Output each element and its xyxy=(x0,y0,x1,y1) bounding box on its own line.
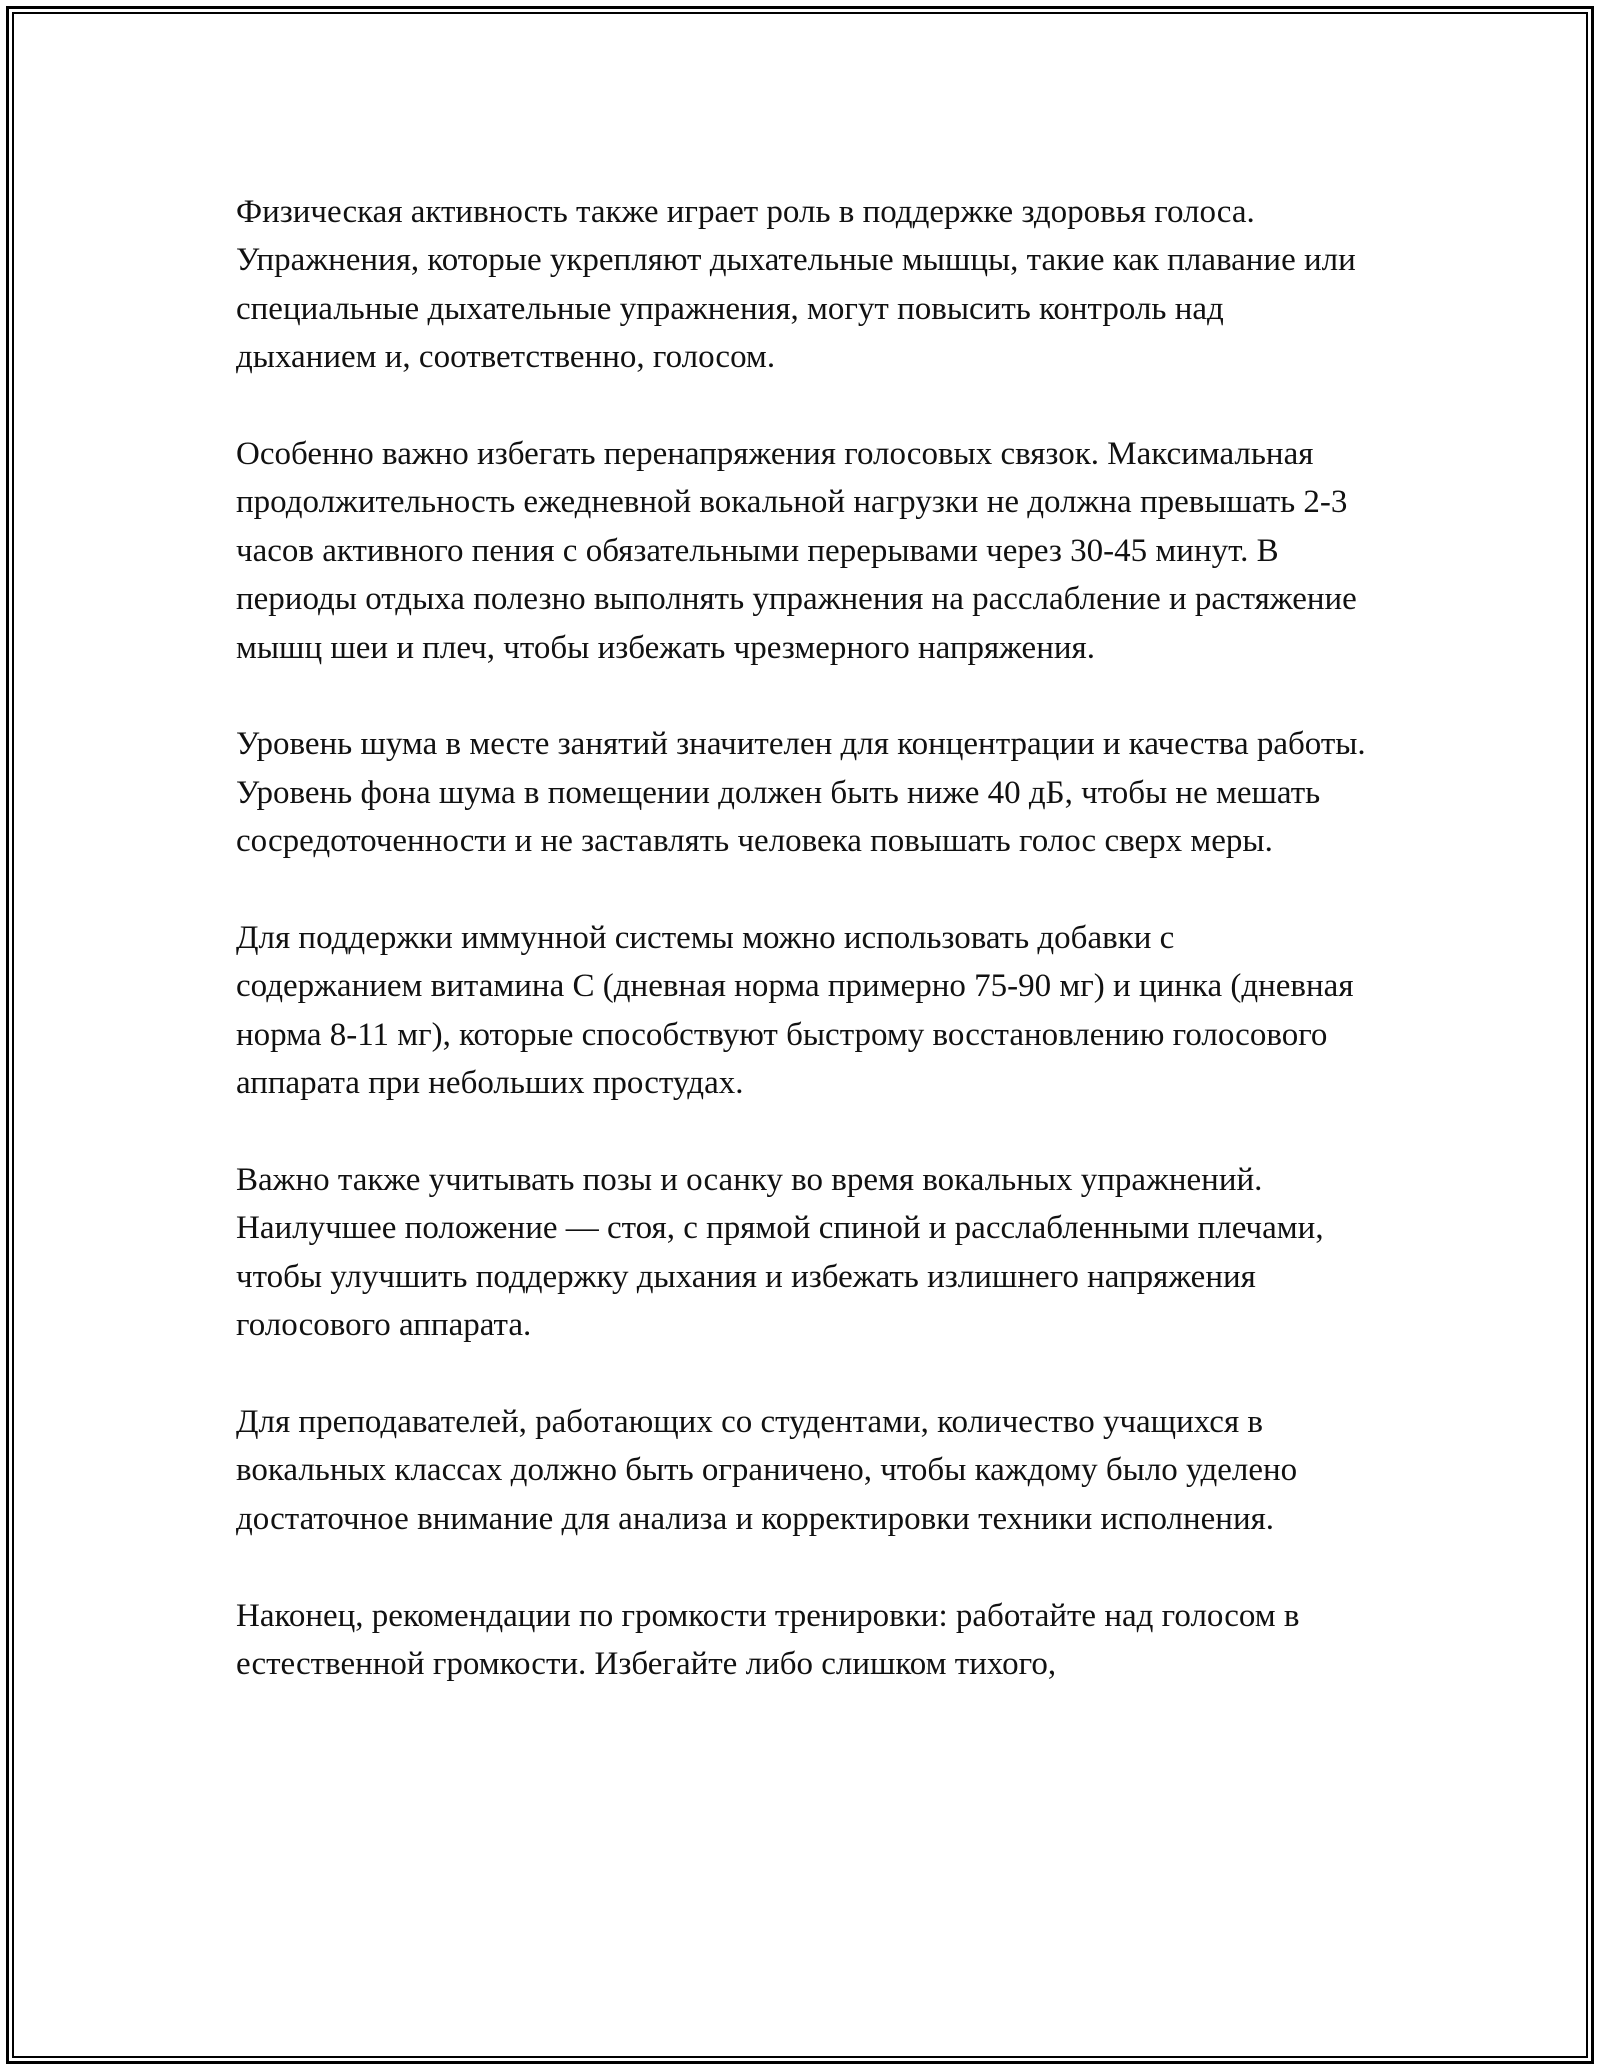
paragraph-volume: Наконец, рекомендации по громкости тренировки: работайте над голосом в естественной громкости. Избегайте либо слишком тихого, xyxy=(236,1597,1300,1683)
paragraph-noise-level: Уровень шума в месте занятий значителен для концентрации и качества работы. Уровень фона шума в помещении должен быть ниже 40 дБ, чтобы не мешать сосредоточенности и не заставлять человека повышать голос сверх меры. xyxy=(236,726,1366,860)
paragraph-physical-activity: Физическая активность также играет роль в поддержке здоровья голоса. Упражнения, которые укрепляют дыхательные мышцы, такие как плавание или специальные дыхательные упражнения, могут повысить контроль над дыханием и, соответственно, голосом. xyxy=(236,194,1356,376)
paragraph-immune-support: Для поддержки иммунной системы можно использовать добавки с содержанием витамина C (дневная норма примерно 75-90 мг) и цинка (дневная норма 8-11 мг), которые способствуют быстрому восстановлению голосового аппарата при небольших простудах. xyxy=(236,920,1354,1102)
document-body xyxy=(236,188,1366,1737)
paragraph-vocal-strain: Особенно важно избегать перенапряжения голосовых связок. Максимальная продолжительность ежедневной вокальной нагрузки не должна превышать 2-3 часов активного пения с обязательными перерывами через 30-45 минут. В периоды отдыха полезно выполнять упражнения на расслабление и растяжение мышц шеи и плеч, чтобы избежать чрезмерного напряжения. xyxy=(236,436,1357,666)
paragraph-teachers: Для преподавателей, работающих со студентами, количество учащихся в вокальных классах должно быть ограничено, чтобы каждому было уделено достаточное внимание для анализа и корректировки техники исполнения. xyxy=(236,1404,1298,1537)
paragraph-posture: Важно также учитывать позы и осанку во время вокальных упражнений. Наилучшее положение — стоя, с прямой спиной и расслабленными плечами, чтобы улучшить поддержку дыхания и избежать излишнего напряжения голосового аппарата. xyxy=(236,1162,1324,1344)
